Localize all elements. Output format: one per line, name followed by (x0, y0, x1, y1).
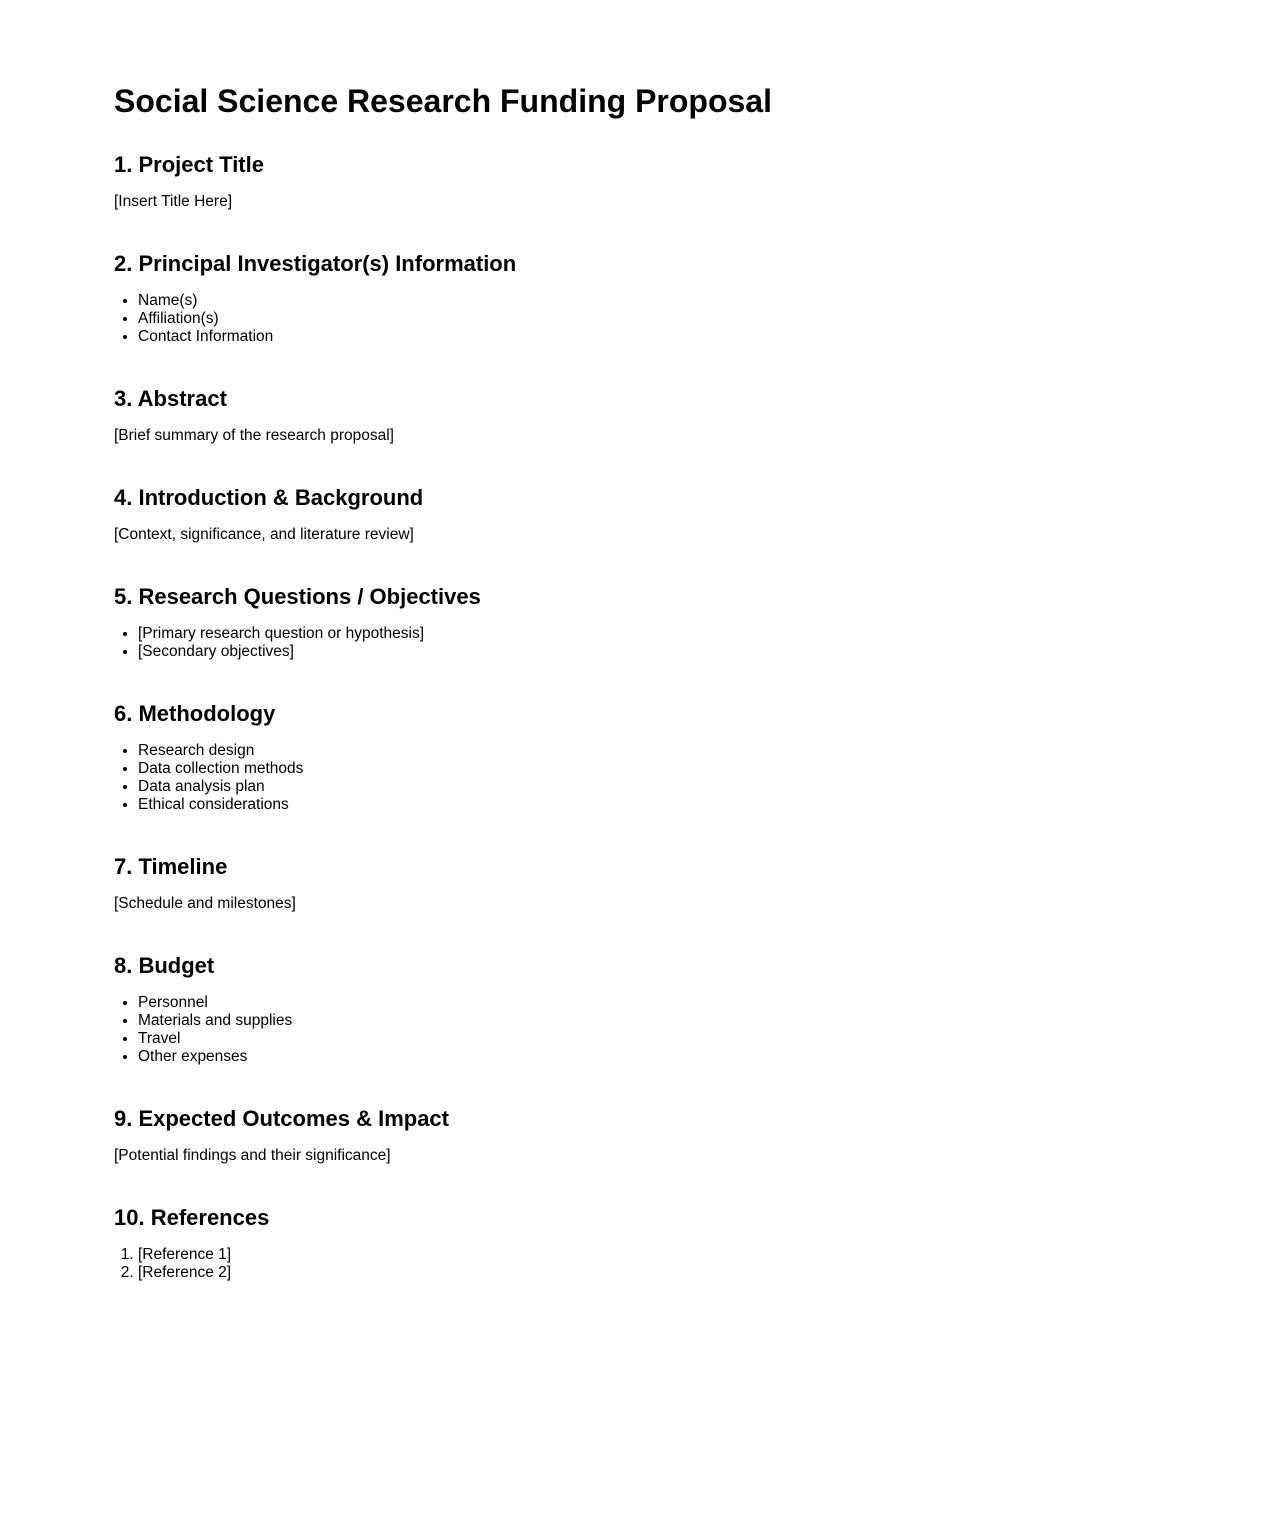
introduction-text: [Context, significance, and literature review] (114, 526, 414, 543)
list-item: • [Primary research question or hypothesis] (138, 625, 1263, 643)
section-heading-abstract: 3. Abstract (114, 386, 227, 411)
section-heading-budget: 8. Budget (114, 953, 215, 978)
research-questions-list (114, 625, 1263, 661)
list-item: • Other expenses (138, 1048, 1263, 1066)
list-item: • Data analysis plan (138, 778, 1263, 796)
list-item: • Travel (138, 1030, 1263, 1048)
list-item: 1. [Reference 1] (138, 1246, 1263, 1264)
section-heading-methodology: 6. Methodology (114, 701, 276, 726)
list-item: • Personnel (138, 994, 1263, 1012)
abstract-text: [Brief summary of the research proposal] (114, 427, 394, 444)
section-heading-outcomes: 9. Expected Outcomes & Impact (114, 1106, 449, 1131)
list-item: • [Secondary objectives] (138, 643, 1263, 661)
list-item: • Affiliation(s) (138, 310, 1263, 328)
list-item: • Contact Information (138, 328, 1263, 346)
outcomes-text: [Potential findings and their significance] (114, 1147, 391, 1164)
page-title: Social Science Research Funding Proposal (114, 83, 772, 119)
list-item: • Name(s) (138, 292, 1263, 310)
list-item: • Research design (138, 742, 1263, 760)
list-item: 2. [Reference 2] (138, 1264, 1263, 1282)
investigators-list (114, 292, 1263, 346)
references-list (114, 1246, 1263, 1282)
methodology-list (114, 742, 1263, 814)
list-item: • Materials and supplies (138, 1012, 1263, 1030)
section-heading-references: 10. References (114, 1205, 270, 1230)
section-heading-introduction: 4. Introduction & Background (114, 485, 424, 510)
budget-list (114, 994, 1263, 1066)
section-heading-investigators: 2. Principal Investigator(s) Information (114, 251, 517, 276)
list-item: • Ethical considerations (138, 796, 1263, 814)
project-title-text: [Insert Title Here] (114, 193, 233, 210)
section-heading-timeline: 7. Timeline (114, 854, 228, 879)
list-item: • Data collection methods (138, 760, 1263, 778)
timeline-text: [Schedule and milestones] (114, 895, 296, 912)
section-heading-research-questions: 5. Research Questions / Objectives (114, 584, 481, 609)
section-heading-project-title: 1. Project Title (114, 152, 264, 177)
